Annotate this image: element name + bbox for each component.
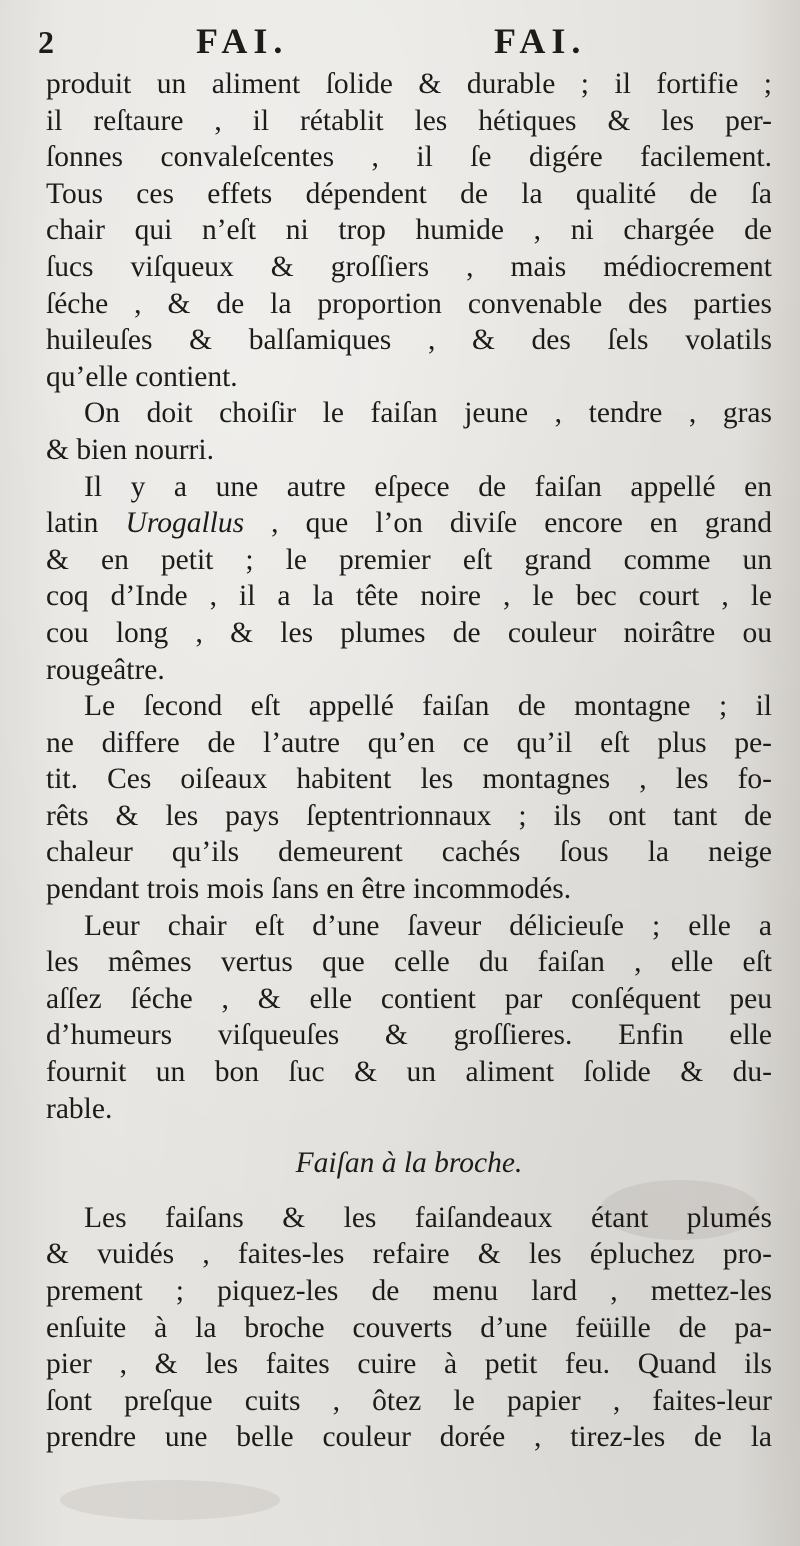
paragraph-6 (46, 1200, 772, 1456)
text-line: huileuſes & balſamiques , & des ſels volatils (46, 324, 772, 357)
text-line: aſſez ſéche , & elle contient par conſéquent peu (46, 982, 772, 1015)
text-line: pendant trois mois ſans en être incommodés. (46, 873, 572, 906)
paper-stain (60, 1480, 280, 1520)
text-line: enſuite à la broche couverts d’une feüille de pa- (46, 1311, 772, 1344)
text-line: tit. Ces oiſeaux habitent les montagnes , les fo- (46, 763, 772, 796)
text-line: rable. (46, 1092, 113, 1125)
text-line: Leur chair eſt d’une ſaveur délicieuſe ; elle a (84, 909, 772, 942)
text-line: chair qui n’eſt ni trop humide , ni chargée de (46, 214, 772, 247)
text-line: Il y a une autre eſpece de faiſan appellé en (84, 470, 772, 503)
text-line: ſucs viſqueux & groſſiers , mais médiocrement (46, 250, 772, 283)
text-line: pier , & les faites cuire à petit feu. Quand ils (46, 1348, 772, 1381)
spacer (46, 1127, 772, 1145)
text-line: il reſtaure , il rétablit les hétiques & les per- (46, 104, 772, 137)
text-line: Tous ces effets dépendent de la qualité de ſa (46, 177, 772, 210)
text-line: chaleur qu’ils demeurent cachés ſous la neige (46, 836, 772, 869)
text-line: coq d’Inde , il a la tête noire , le bec court , le (46, 580, 772, 613)
text-line: rêts & les pays ſeptentrionnaux ; ils ont tant de (46, 799, 772, 832)
recipe-heading: Faiſan à la broche. (295, 1147, 523, 1180)
text-line: ſont preſque cuits , ôtez le papier , faites-leur (46, 1384, 772, 1417)
text-line: produit un aliment ſolide & durable ; il fortifie ; (46, 68, 772, 100)
text-line: qu’elle contient. (46, 360, 238, 393)
running-head-left: FAI. (196, 21, 289, 61)
text-line: prendre une belle couleur dorée , tirez-les de la (46, 1421, 772, 1454)
paragraph-4 (46, 688, 772, 908)
latin-term: Urogallus (125, 507, 245, 540)
text-line: ne differe de l’autre qu’en ce qu’il eſt plus pe- (46, 726, 772, 759)
text-line: & vuidés , faites-les refaire & les épluchez pro- (46, 1238, 772, 1271)
text-line: & bien nourri. (46, 433, 214, 466)
text-line: rougeâtre. (46, 653, 165, 686)
text-line: Les faiſans & les faiſandeaux étant plumés (84, 1201, 772, 1234)
text-line: prement ; piquez-les de menu lard , mettez-les (46, 1275, 772, 1307)
paragraph-2 (46, 395, 772, 468)
text-line: d’humeurs viſqueuſes & groſſieres. Enfin elle (46, 1019, 772, 1052)
text-line: fournit un bon ſuc & un aliment ſolide & du- (46, 1056, 772, 1089)
text-line: ſéche , & de la proportion convenable des parties (46, 287, 772, 320)
body-text (46, 66, 772, 1456)
page-header (38, 20, 778, 72)
paragraph-5 (46, 908, 772, 1128)
text-fragment: , que l’on diviſe encore en grand (244, 507, 772, 540)
page-number: 2 (38, 24, 54, 60)
text-line: & en petit ; le premier eſt grand comme un (46, 543, 772, 576)
text-line: Le ſecond eſt appellé faiſan de montagne ; il (84, 690, 772, 723)
text-line: les mêmes vertus que celle du faiſan , elle eſt (46, 946, 772, 979)
paragraph-3 (46, 469, 772, 689)
text-line: cou long , & les plumes de couleur noirâtre ou (46, 616, 772, 649)
text-line: ſonnes convaleſcentes , il ſe digére facilement. (46, 141, 772, 174)
text-line: On doit choiſir le faiſan jeune , tendre , gras (84, 397, 772, 430)
text-line (46, 505, 772, 542)
text-fragment: latin (46, 507, 126, 540)
running-head-right: FAI. (494, 21, 587, 61)
spacer (46, 1182, 772, 1200)
paragraph-1 (46, 66, 772, 395)
